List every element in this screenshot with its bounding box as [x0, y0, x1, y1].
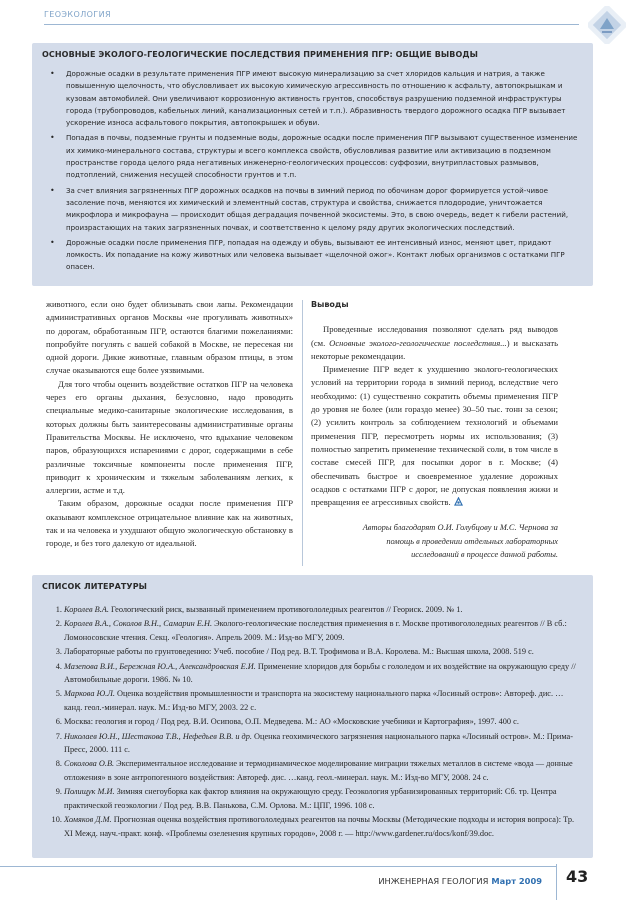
- consequences-list: [46, 68, 586, 277]
- reference-text: Эколого-геологические последствия применения в г. Москве противогололедных реагентов // В сб.: Ломоносовские чтения. Секц. «Геология». Апрель 2009. М.: Изд-во МГУ, 2009.: [64, 619, 567, 642]
- reference-item: [64, 730, 578, 757]
- reference-author: Королев В.А.: [64, 605, 109, 614]
- consequences-box: [32, 43, 593, 286]
- reference-item: [64, 687, 578, 714]
- conclusions-text: ) и высказать некоторые рекомендации.: [311, 337, 558, 361]
- reference-text: Экспериментальное исследование и термодинамическое моделирование миграции тяжелых металлов в системе «вода — донные отложения» в зоне антропогенного воздействия: Автореф. дис. …канд. геол.-минерал. наук. М.: Изд-во МГУ, 2008. 24 с.: [64, 759, 573, 782]
- reference-author: Полищук М.И.: [64, 787, 115, 797]
- article-left-column: [46, 298, 293, 551]
- reference-author: Королев В.А., Соколов В.Н., Самарин Е.Н.: [64, 619, 213, 629]
- conclusions-text: Проведенные исследования позволяют сделать ряд выводов (см.: [311, 324, 558, 348]
- reference-item: [64, 617, 578, 644]
- reference-text: Лабораторные работы по грунтоведению: Учеб. пособие / Под ред. В.Т. Трофимова и В.А. Королева. М.: Высшая школа, 2008. 519 с.: [64, 647, 534, 657]
- list-item: • За счет влияния загрязненных ПГР дорожных осадков на почвы в зимний период по обочинам дорог формируется устой-чивое засоление почв, меняются их химический и элементный состав, структура и свойства, снижается плодородие, уничтожается микрофлора и микрофауна — происходит общая деградация почвенной экосистемы. Это, в свою очередь, ведет к гибели растений, произрастающих на таких загрязненных почвах, и соответственно к целому ряду других экологических последствий.: [46, 185, 586, 234]
- section-label: ГЕОЭКОЛОГИЯ: [44, 10, 111, 19]
- end-of-article-icon: [454, 497, 463, 506]
- reference-author: Николаев Ю.Н., Шестакова Т.В., Нефедьев В.В. и др.: [64, 731, 252, 741]
- footer-separator: [556, 864, 557, 900]
- reference-item: [64, 785, 578, 812]
- reference-text: Оценка воздействия промышленности и транспорта на экосистему национального парка «Лосиный остров»: Автореф. дис. …канд. геол.-минерал. наук. М.: Изд-во МГУ, 2003. 22 с.: [64, 689, 564, 712]
- header-rule: [44, 24, 579, 25]
- reference-item: [64, 757, 578, 784]
- body-paragraph: Таким образом, дорожные осадки после применения ПГР оказывают комплексное отрицательное влияние как на животных, так и на человека и ухудшают общую экологическую обстановку в городе, и без того далекую от идеальной.: [46, 498, 293, 549]
- conclusions-recommendations: Применение ПГР ведет к ухудшению эколого-геологических условий на территории города в зимний период, вследствие чего необходимо: (1) существенно сократить объемы применения ПГР до уровня не более (или гораздо менее) 30–50 тыс. тонн за сезон; (2) усилить контроль за соблюдением технологий и объемами применения ПГР, пересмотреть нормы их использования; (3) полностью запретить применение технической соли, в том числе в составе смесей ПГР, для посыпки дорог в г. Москве; (4) обеспечивать быстрое и своевременное удаление дорожных осадков с остатками ПГР с дорог, не допуская появления жижи и превращения ее агрессивных свойств.: [311, 364, 558, 508]
- reference-text: Прогнозная оценка воздействия противогололедных реагентов на почвы Москвы (Методические подходы и история вопроса): Тр. XI Межд. науч.-практ. конф. «Проблемы озеленения крупных городов», 2008 г. — http://www.gardener.ru/docs/konf/39.doc.: [64, 815, 575, 838]
- journal-logo-icon: [588, 6, 626, 44]
- reference-text: Москва: геология и город / Под ред. В.И. Осипова, О.П. Медведева. М.: АО «Московские учебники и Картография», 1997. 400 с.: [64, 717, 519, 727]
- body-paragraph: Для того чтобы оценить воздействие остатков ПГР на человека через его органы дыхания, безусловно, надо проводить специальные медико-санитарные экологические исследования, в которых должны быть заинтересованы административные органы Правительства Москвы. Не исключено, что вдыхание человеком паров, образующихся испарениями с дорог, содержащими в себе различные токсичные компоненты после применения ПГР, приводит к хроническим и тяжелым заболеваниям легких, к аллергии, астме и т.д.: [46, 378, 293, 496]
- reference-item: [64, 603, 578, 616]
- list-item: • Дорожные осадки в результате применения ПГР имеют высокую минерализацию за счет хлоридов кальция и натрия, а также повышенную щелочность, что обусловливает их высокую химическую агрессивность по отношению к асфальту, автопокрышкам и кузовам автомобилей. Они увеличивают коррозионную активность грунтов, способствуя разрушению подземной инфраструктуры города (трубопроводов, кабельных линий, канализационных сетей и т.п.). Абразивность твердого дорожного осадка ПГР вызывает ускорение износа асфальтового покрытия, автопокрышек и обуви.: [46, 68, 586, 129]
- references-title: СПИСОК ЛИТЕРАТУРЫ: [42, 582, 148, 591]
- reference-text: Зимняя снегоуборка как фактор влияния на окружающую среду. Геоэкология урбанизированных территорий: Сб. тр. Центра практической геоэкологии / Под ред. В.В. Панькова, С.М. Орлова. М.: ЦПГ, 1996. 108 с.: [64, 787, 557, 810]
- list-item: • Попадая в почвы, подземные грунты и подземные воды, дорожные осадки после применения ПГР вызывают существенное изменение их химико-минерального состава, структуры и всего комплекса свойств, обусловливая развитие или активизацию в подземном пространстве города целого ряда негативных инженерно-геологических процессов: суффозии, внутрипластовых размывов, подтоплений, снижения несущей способности грунтов и т.п.: [46, 132, 586, 181]
- reference-item: [64, 813, 578, 840]
- footer-journal: [378, 876, 542, 886]
- footer-rule: [0, 866, 556, 867]
- reference-text: Геологический риск, вызванный применением противогололедных реагентов // Геориск. 2009. № 1.: [108, 605, 463, 614]
- reference-author: Маркова Ю.Л.: [64, 689, 115, 699]
- list-item: • Дорожные осадки после применения ПГР, попадая на одежду и обувь, вызывают ее интенсивный износ, меняют цвет, придают ломкость. Их попадание на кожу животных или человека вызывает «щелочной ожог». Контакт любых организмов с остатками ПГР опасен.: [46, 237, 586, 274]
- reference-text: Применение хлоридов для борьбы с гололедом и их воздействие на окружающую среду // Автомобильные дороги. 1986. № 10.: [64, 661, 576, 685]
- reference-item: [64, 660, 578, 687]
- column-divider: [302, 300, 303, 566]
- reference-author: Мазепова В.И., Бережная Ю.А., Александровская Е.И.: [64, 661, 256, 671]
- body-paragraph: животного, если оно будет облизывать свои лапы. Рекомендации административных органов Москвы «не прогуливать животных» по дорогам, обработанным ПГР, остаются благими пожеланиями: попробуйте погулять с вашей собакой в Москве, не пересекая ни одной дороги. Дикие животные, главным образом птицы, в этом случае оказываются еще более уязвимыми.: [46, 299, 293, 376]
- page-number: 43: [566, 867, 589, 886]
- reference-text: Оценка геохимического загрязнения национального парка «Лосиный остров». М.: Прима-Пресс, 2000. 111 с.: [64, 731, 574, 755]
- consequences-title: ОСНОВНЫЕ ЭКОЛОГО-ГЕОЛОГИЧЕСКИЕ ПОСЛЕДСТВИЯ ПРИМЕНЕНИЯ ПГР: ОБЩИЕ ВЫВОДЫ: [42, 50, 478, 59]
- reference-item: [64, 715, 578, 728]
- conclusions-heading: Выводы: [311, 300, 349, 309]
- references-box: [32, 575, 593, 858]
- conclusions-paragraph: [311, 323, 558, 363]
- reference-item: [64, 645, 578, 658]
- sidebar-reference: Основные эколого-геологические последствия...: [329, 337, 507, 348]
- issue-date: Март 2009: [491, 876, 542, 886]
- reference-author: Хомяков Д.М.: [64, 815, 112, 825]
- article-right-column: [311, 298, 558, 561]
- reference-author: Соколова О.В.: [64, 759, 115, 769]
- conclusions-paragraph: [311, 363, 558, 509]
- acknowledgement: Авторы благодарят О.И. Голубцову и М.С. Чернова за помощь в проведении отдельных лабораторных исследований в процессе данной работы.: [362, 523, 558, 560]
- references-list: [64, 603, 578, 841]
- journal-name: ИНЖЕНЕРНАЯ ГЕОЛОГИЯ: [378, 876, 489, 886]
